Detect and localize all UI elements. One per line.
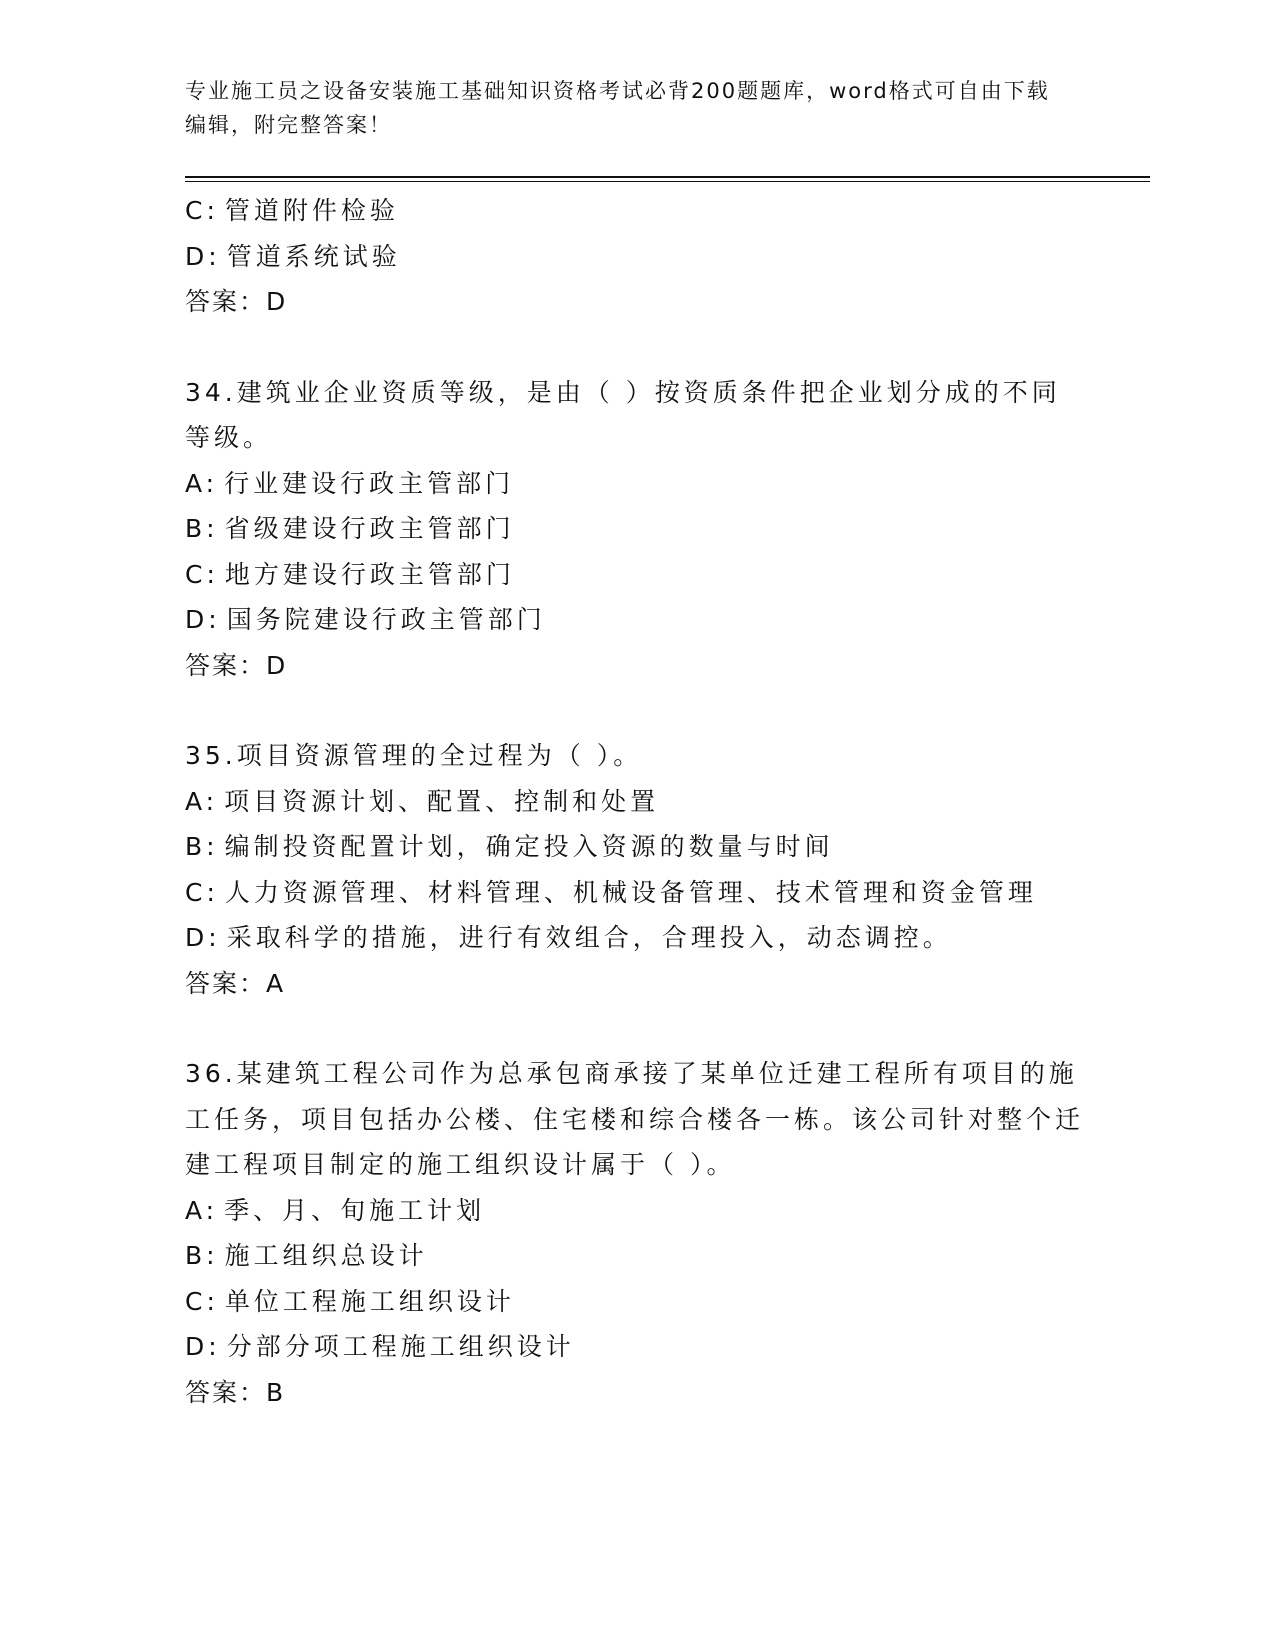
header-rule-thick — [185, 176, 1150, 178]
option-d — [185, 234, 1085, 280]
option-a — [185, 461, 1085, 507]
spacer — [185, 688, 1085, 733]
document-header-title: 专业施工员之设备安装施工基础知识资格考试必背200题题库，word格式可自由下载编辑，附完整答案！ — [185, 79, 1050, 137]
option-key: D: — [185, 605, 221, 634]
question-35 — [185, 733, 1085, 1006]
option-b — [185, 506, 1085, 552]
option-key: A: — [185, 1195, 219, 1225]
option-key: A: — [185, 786, 219, 816]
option-text: 单位工程施工组织设计 — [224, 1286, 515, 1316]
answer-line: 答案：A — [185, 968, 286, 998]
option-c — [185, 870, 1085, 916]
option-a — [185, 779, 1085, 825]
option-d — [185, 1324, 1085, 1370]
answer-line: 答案：D — [185, 650, 288, 680]
option-b — [185, 1233, 1085, 1279]
spacer — [185, 325, 1085, 370]
question-stem: 36.某建筑工程公司作为总承包商承接了某单位迁建工程所有项目的施工任务，项目包括办公楼、住宅楼和综合楼各一栋。该公司针对整个迁建工程项目制定的施工组织设计属于（ ）。 — [185, 1059, 1085, 1179]
option-text: 国务院建设行政主管部门 — [226, 605, 546, 634]
option-a — [185, 1188, 1085, 1234]
option-key: B: — [185, 1241, 219, 1270]
option-text: 行业建设行政主管部门 — [224, 468, 515, 498]
option-key: C: — [185, 1286, 219, 1316]
option-text: 项目资源计划、配置、控制和处置 — [224, 786, 660, 816]
answer-line: 答案：B — [185, 1377, 286, 1407]
question-34 — [185, 370, 1085, 689]
option-d — [185, 915, 1085, 961]
question-stem: 35.项目资源管理的全过程为（ ）。 — [185, 741, 643, 770]
option-key: A: — [185, 468, 219, 498]
option-key: C: — [185, 559, 219, 589]
option-text: 施工组织总设计 — [224, 1241, 428, 1270]
option-key: C: — [185, 196, 219, 225]
option-text: 人力资源管理、材料管理、机械设备管理、技术管理和资金管理 — [224, 877, 1037, 907]
option-key: D: — [185, 1332, 221, 1361]
prev-question-tail — [185, 188, 1085, 325]
header-rule-thin — [185, 181, 1150, 182]
option-text: 采取科学的措施，进行有效组合，合理投入，动态调控。 — [226, 923, 952, 952]
question-36 — [185, 1051, 1085, 1415]
option-text: 管道附件检验 — [224, 196, 399, 225]
option-key: D: — [185, 241, 221, 271]
option-text: 编制投资配置计划，确定投入资源的数量与时间 — [224, 832, 834, 861]
option-key: B: — [185, 832, 219, 861]
option-text: 分部分项工程施工组织设计 — [226, 1332, 575, 1361]
option-c — [185, 1279, 1085, 1325]
option-c — [185, 552, 1085, 598]
answer-line: 答案：D — [185, 287, 288, 316]
option-b — [185, 824, 1085, 870]
question-content — [185, 188, 1085, 1415]
option-d — [185, 597, 1085, 643]
spacer — [185, 1006, 1085, 1051]
option-key: C: — [185, 877, 219, 907]
option-key: D: — [185, 923, 221, 952]
option-text: 管道系统试验 — [226, 241, 401, 271]
option-c — [185, 188, 1085, 234]
option-text: 季、月、旬施工计划 — [224, 1195, 486, 1225]
question-stem: 34.建筑业企业资质等级，是由（ ）按资质条件把企业划分成的不同等级。 — [185, 377, 1061, 452]
option-text: 省级建设行政主管部门 — [224, 514, 515, 543]
option-text: 地方建设行政主管部门 — [224, 559, 515, 589]
option-key: B: — [185, 514, 219, 543]
